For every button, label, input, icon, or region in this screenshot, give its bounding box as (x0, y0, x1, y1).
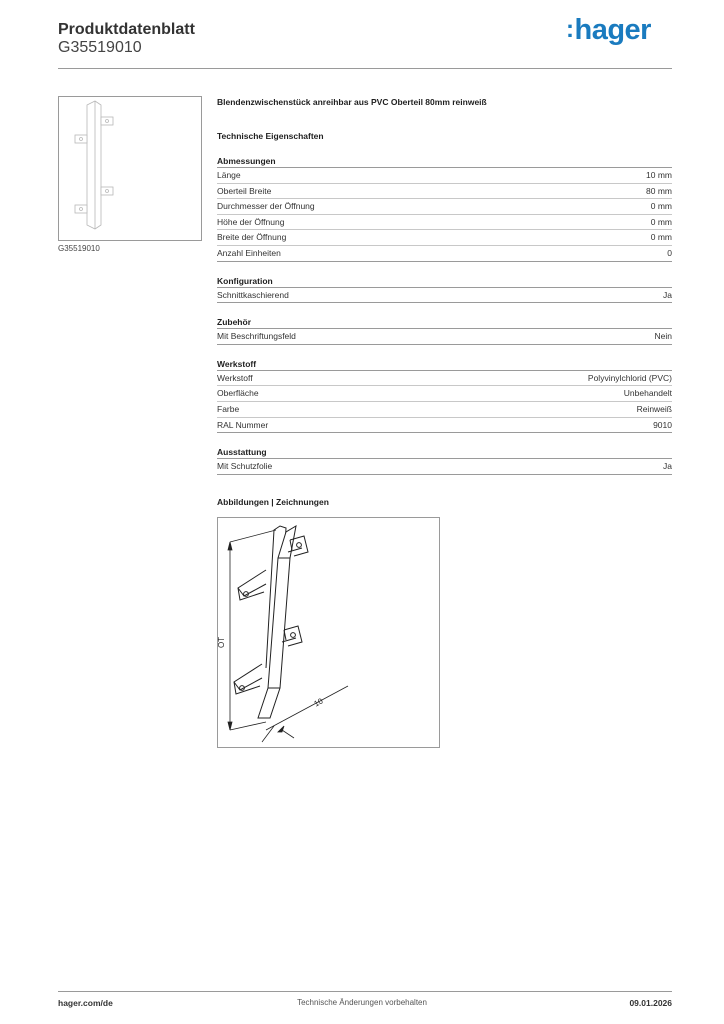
hager-logo (566, 14, 651, 47)
section-dimensions (217, 155, 672, 262)
table-row (217, 246, 672, 262)
section-equipment (217, 446, 672, 475)
row-value: 0 mm (650, 232, 672, 243)
row-value: Unbehandelt (623, 388, 672, 399)
product-thumbnail-drawing-icon (59, 97, 201, 240)
row-label: Mit Schutzfolie (217, 461, 273, 472)
row-label: Höhe der Öffnung (217, 216, 285, 227)
table-row (217, 329, 672, 345)
dimension-ot-label: OT (217, 636, 227, 648)
row-label: Oberfläche (217, 388, 259, 399)
section-configuration (217, 275, 672, 304)
row-value: 0 mm (650, 216, 672, 227)
row-label: Mit Beschriftungsfeld (217, 331, 296, 342)
row-label: Durchmesser der Öffnung (217, 201, 315, 212)
footer-divider (58, 991, 672, 992)
header-divider (58, 68, 672, 69)
row-value: 9010 (653, 419, 672, 430)
table-row (217, 386, 672, 402)
section-title: Zubehör (217, 316, 672, 329)
section-title: Konfiguration (217, 275, 672, 288)
table-row (217, 418, 672, 434)
footer-date: 09.01.2026 (629, 998, 672, 1008)
table-row (217, 288, 672, 304)
figures-title: Abbildungen | Zeichnungen (217, 496, 329, 507)
table-row (217, 215, 672, 231)
section-material (217, 358, 672, 433)
table-row (217, 199, 672, 215)
technical-drawing-icon (218, 518, 439, 747)
section-accessories (217, 316, 672, 345)
row-value: Reinweiß (636, 403, 672, 414)
row-label: RAL Nummer (217, 419, 269, 430)
article-number: G35519010 (58, 39, 142, 56)
table-row (217, 184, 672, 200)
row-label: Farbe (217, 403, 240, 414)
logo-colon-icon: : (566, 16, 574, 43)
dimension-depth-label: 10 (312, 696, 325, 709)
row-label: Breite der Öffnung (217, 232, 287, 243)
logo-text: hager (574, 14, 651, 46)
row-label: Länge (217, 170, 241, 180)
row-value: Ja (663, 461, 672, 472)
footer-website-link[interactable]: hager.com/de (58, 998, 113, 1008)
product-title: Blendenzwischenstück anreihbar aus PVC Oberteil 80mm reinweiß (217, 97, 487, 107)
row-label: Anzahl Einheiten (217, 247, 281, 258)
page-title: Produktdatenblatt (58, 21, 195, 38)
table-row (217, 168, 672, 184)
footer-notice: Technische Änderungen vorbehalten (297, 998, 427, 1007)
row-value: 10 mm (646, 170, 672, 180)
row-label: Werkstoff (217, 372, 253, 383)
row-label: Schnittkaschierend (217, 289, 289, 300)
row-label: Oberteil Breite (217, 185, 272, 196)
section-title: Abmessungen (217, 155, 672, 168)
section-title: Werkstoff (217, 358, 672, 371)
row-value: Polyvinylchlorid (PVC) (587, 372, 672, 383)
technical-drawing (217, 517, 440, 748)
table-row (217, 230, 672, 246)
table-row (217, 371, 672, 387)
row-value: Nein (654, 331, 672, 342)
thumbnail-caption: G35519010 (58, 244, 100, 253)
row-value: 0 (667, 247, 672, 258)
row-value: 80 mm (646, 185, 672, 196)
table-row (217, 459, 672, 475)
row-value: Ja (663, 289, 672, 300)
main-content (217, 96, 672, 748)
table-row (217, 402, 672, 418)
technical-properties-title: Technische Eigenschaften (217, 131, 324, 141)
section-title: Ausstattung (217, 446, 672, 459)
row-value: 0 mm (650, 201, 672, 212)
product-thumbnail (58, 96, 202, 241)
